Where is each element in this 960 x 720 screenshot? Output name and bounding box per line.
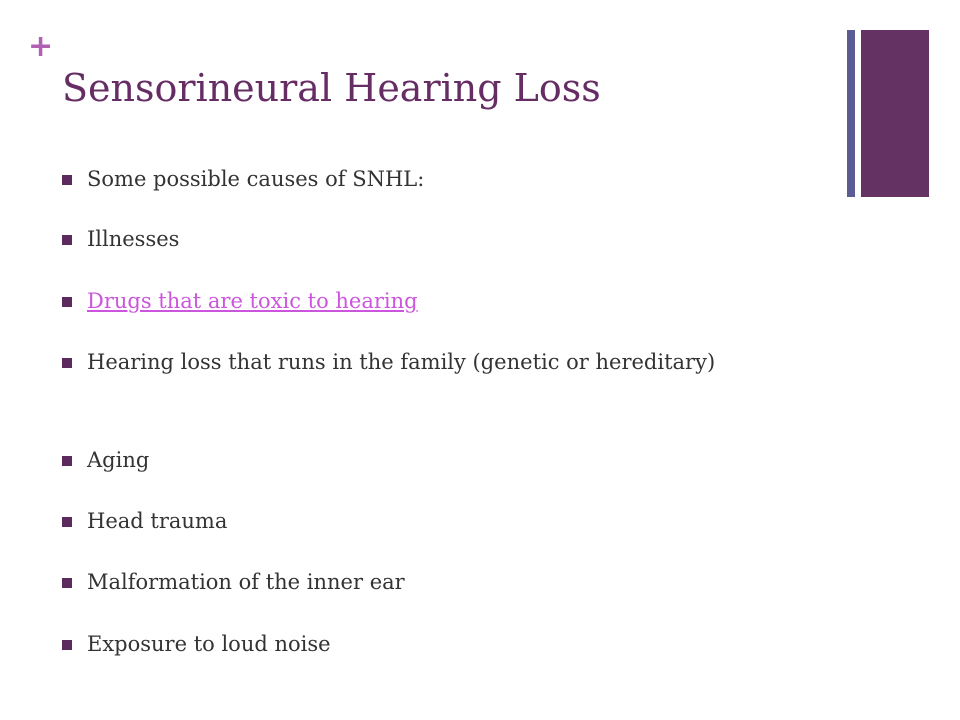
accent-bar-thin: [847, 30, 855, 197]
bullet-text: Some possible causes of SNHL:: [87, 167, 425, 191]
square-bullet-icon: [62, 517, 72, 527]
square-bullet-icon: [62, 175, 72, 185]
bullet-item: [62, 224, 742, 254]
square-bullet-icon: [62, 358, 72, 368]
bullet-text: Aging: [87, 448, 150, 472]
square-bullet-icon: [62, 640, 72, 650]
accent-bar-wide: [861, 30, 929, 197]
square-bullet-icon: [62, 578, 72, 588]
bullet-text: Exposure to loud noise: [87, 632, 331, 656]
square-bullet-icon: [62, 235, 72, 245]
bullet-text: Hearing loss that runs in the family (genetic or hereditary): [87, 350, 716, 374]
bullet-item: [62, 629, 742, 659]
square-bullet-icon: [62, 456, 72, 466]
square-bullet-icon: [62, 297, 72, 307]
bullet-item: [62, 506, 742, 536]
bullet-text: Head trauma: [87, 509, 228, 533]
toxic-drugs-link[interactable]: Drugs that are toxic to hearing: [87, 289, 418, 313]
bullet-item: [62, 347, 742, 377]
bullet-item: [62, 164, 742, 194]
bullet-text: Illnesses: [87, 227, 180, 251]
bullet-item: [62, 445, 742, 475]
slide-title: Sensorineural Hearing Loss: [62, 66, 601, 110]
plus-icon: +: [28, 29, 54, 64]
bullet-item: [62, 567, 742, 597]
bullet-text: Malformation of the inner ear: [87, 570, 405, 594]
bullet-item: [62, 286, 742, 316]
